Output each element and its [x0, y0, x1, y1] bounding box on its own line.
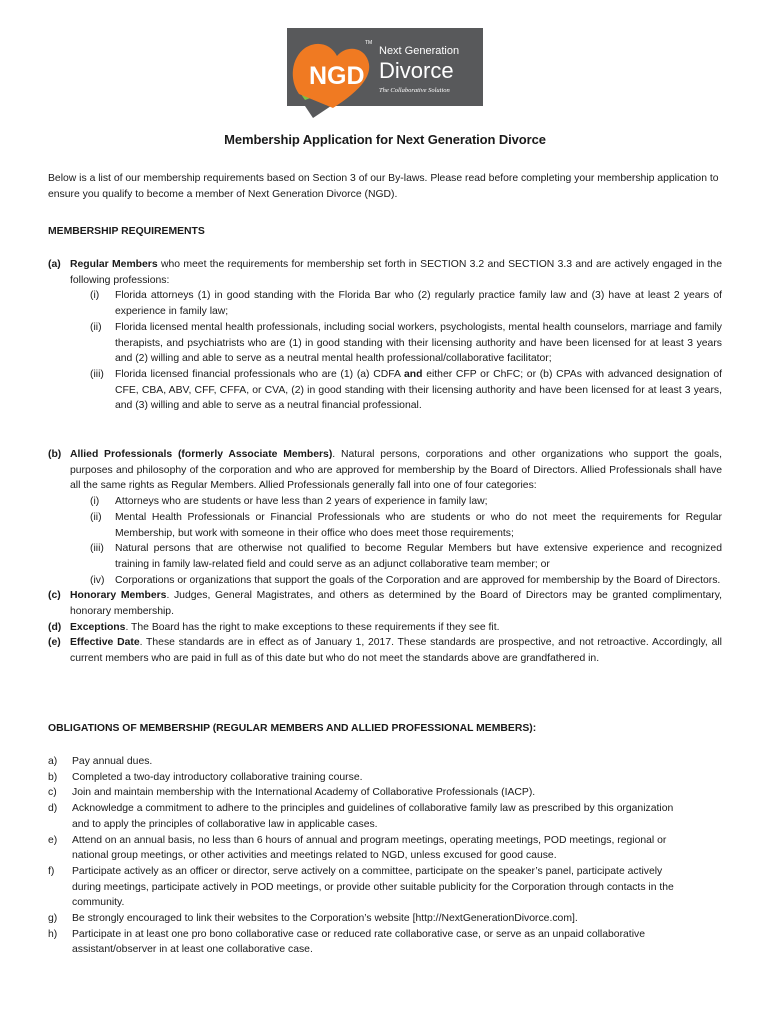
requirement-title: Regular Members	[70, 259, 158, 270]
requirement-a	[48, 257, 722, 414]
logo-line1: Next Generation	[379, 45, 460, 57]
requirement-sub-item: (iii) Florida licensed financial professionals who are (1) (a) CDFA and either CFP or ChFC; or (b) CPAs with advanced designation of CFE, CBA, ABV, CFF, CFFA, or CVA, (2) in good standing with their licensing authority and have been licensed for at least 3 years, and (3) willing and able to serve as a neutral financial professional.	[90, 368, 722, 412]
requirement-text: who meet the requirements for membership set forth in SECTION 3.2 and SECTION 3.3 and are actively engaged in the following professions:	[70, 259, 722, 286]
obligation-item: d) Acknowledge a commitment to adhere to the principles and guidelines of collaborative family law as prescribed by this organization and to apply the principles of collaborative law in applicable cases.	[48, 803, 674, 830]
requirement-label: (a)	[48, 259, 61, 270]
requirement-title: Exceptions	[70, 621, 126, 633]
requirement-sub-item: (ii) Mental Health Professionals or Financial Professionals who are students or who do not meet the requirements for Regular Membership, but work with someone in their office who does meet those requirements;	[90, 511, 722, 539]
logo-line2: Divorce	[379, 58, 454, 83]
obligation-item: a) Pay annual dues.	[48, 756, 153, 767]
obligations-heading: OBLIGATIONS OF MEMBERSHIP (REGULAR MEMBERS AND ALLIED PROFESSIONAL MEMBERS):	[48, 723, 537, 734]
obligations-list	[48, 754, 688, 958]
requirement-e: (e) Effective Date. These standards are in effect as of January 1, 2017. These standards are prospective, and not retroactive. Accordingly, all current members who are paid in full as of this date but who do not meet the standards above are grandfathered in.	[48, 637, 722, 665]
requirement-c: (c) Honorary Members. Judges, General Magistrates, and others as determined by the Board of Directors may be granted complimentary, honorary membership.	[48, 590, 723, 618]
requirement-b: (b) Allied Professionals (formerly Associate Members). Natural persons, corporations and other organizations who support the goals, purposes and philosophy of the corporation and who are approved for membership by the Board of Directors. Allied Professionals shall have all the same rights as Regular Members. Allied Professionals generally fall into one of four categories:	[48, 449, 723, 492]
obligation-item: c) Join and maintain membership with the International Academy of Collaborative Professionals (IACP).	[48, 787, 536, 799]
logo-tagline: The Collaborative Solution	[379, 87, 450, 94]
logo-mark: NGD	[309, 62, 365, 90]
requirements-b-to-e	[48, 447, 722, 667]
requirement-title: Effective Date	[70, 637, 140, 649]
requirement-sub-item: (iv) Corporations or organizations that support the goals of the Corporation and are approved for membership by the Board of Directors.	[90, 574, 721, 586]
page-title: Membership Application for Next Generation Divorce	[224, 132, 546, 147]
logo-speech-tail	[305, 106, 331, 118]
obligation-item: e) Attend on an annual basis, no less than 6 hours of annual and program meetings, operating meetings, POD meetings, regional or national group meetings, or other activities and meetings related to NGD, unless excused for good cause.	[48, 834, 667, 862]
requirement-sub-item: (iii) Natural persons that are otherwise not qualified to become Regular Members but have extensive experience and recognized training in family law-related field and could serve as an adjunct collaborative team member; or	[90, 543, 722, 570]
ngd-logo	[287, 28, 483, 136]
requirement-title: Honorary Members	[70, 590, 167, 602]
requirement-sub-item: (ii) Florida licensed mental health professionals, including social workers, psychologists, mental health counselors, marriage and family therapists, and psychiatrists who are (1) in good standing with their licensing authority and have been licensed for at least 3 years and (2) willing and able to serve as a neutral mental health professional/collaborative facilitator;	[90, 321, 722, 365]
requirement-d: (d) Exceptions. The Board has the right to make exceptions to these requirements if they see fit.	[48, 621, 500, 633]
intro-paragraph: Below is a list of our membership requirements based on Section 3 of our By-laws. Please read before completing your membership application to ensure you qualify to become a member of Next Generation Divorce (NGD).	[48, 173, 719, 200]
obligation-item: f) Participate actively as an officer or director, serve actively on a committee, participate on the speaker’s panel, participate actively during meetings, participate actively in POD meetings, or provide other suitable publicity for the Corporation through contacts in the community.	[48, 865, 674, 909]
requirement-sub-item: (i) Attorneys who are students or have less than 2 years of experience in family law;	[90, 496, 488, 508]
logo-tm: TM	[365, 40, 373, 46]
obligation-item: h) Participate in at least one pro bono collaborative case or reduced rate collaborative case, or serve as an unpaid collaborative assistant/observer in at least one collaborative case.	[48, 928, 645, 956]
requirement-title: Allied Professionals (formerly Associate Members)	[70, 449, 333, 460]
obligation-item: g) Be strongly encouraged to link their websites to the Corporation’s website [http://NextGenerationDivorce.com].	[48, 913, 578, 925]
obligation-item: b) Completed a two-day introductory collaborative training course.	[48, 771, 363, 783]
requirements-heading: MEMBERSHIP REQUIREMENTS	[48, 226, 205, 237]
requirement-sub-item: (i) Florida attorneys (1) in good standing with the Florida Bar who (2) regularly practice family law and (3) have at least 2 years of experience in family law;	[90, 290, 722, 318]
